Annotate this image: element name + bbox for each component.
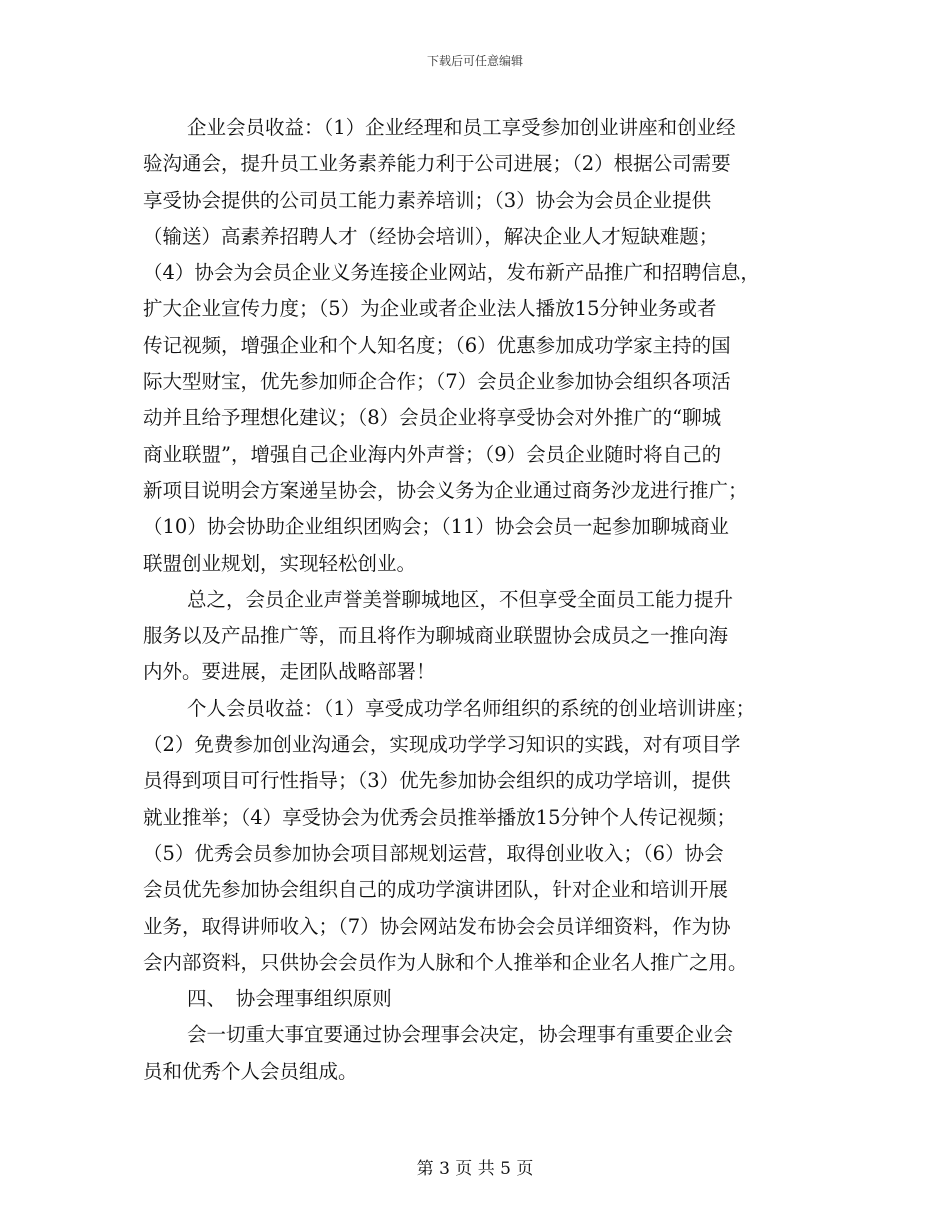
paragraph-line: 传记视频，增强企业和个人知名度；（6）优惠参加成功学家主持的国 bbox=[143, 333, 731, 357]
page-number-footer: 第 3 页 共 5 页 bbox=[416, 1159, 534, 1179]
paragraph-line: 企业会员收益：（1）企业经理和员工享受参加创业讲座和创业经 bbox=[187, 116, 736, 139]
paragraph-line: 动并且给予理想化建议；（8）会员企业将享受协会对外推广的“聊城 bbox=[143, 406, 722, 430]
section-heading: 四、 协会理事组织原则 bbox=[187, 987, 392, 1011]
paragraph-line: 会内部资料，只供协会会员作为人脉和个人推举和企业名人推广之用。 bbox=[143, 950, 748, 974]
paragraph-line: 验沟通会，提升员工业务素养能力利于公司进展；（2）根据公司需要 bbox=[143, 152, 731, 176]
paragraph-line: 内外。要进展，走团队战略部署！ bbox=[143, 660, 436, 684]
paragraph-line: （输送）高素养招聘人才（经协会培训），解决企业人才短缺难题； bbox=[143, 224, 719, 248]
paragraph-line: 总之，会员企业声誉美誉聊城地区，不但享受全面员工能力提升 bbox=[187, 587, 734, 611]
paragraph-line: （10）协会协助企业组织团购会；（11）协会会员一起参加聊城商业 bbox=[143, 515, 729, 539]
paragraph-line: 会一切重大事宜要通过协会理事会决定，协会理事有重要企业会 bbox=[187, 1023, 734, 1047]
paragraph-line: （4）协会为会员企业义务连接企业网站，发布新产品推广和招聘信息， bbox=[143, 261, 760, 285]
paragraph-line: 就业推举；（4）享受协会为优秀会员推举播放15分钟个人传记视频； bbox=[143, 805, 736, 829]
paragraph-line: 员和优秀个人会员组成。 bbox=[143, 1059, 358, 1083]
paragraph-line: （2）免费参加创业沟通会，实现成功学学习知识的实践，对有项目学 bbox=[143, 733, 741, 757]
paragraph-line: 员得到项目可行性指导；（3）优先参加协会组织的成功学培训，提供 bbox=[143, 769, 731, 793]
paragraph-line: 业务，取得讲师收入；（7）协会网站发布协会会员详细资料，作为协 bbox=[143, 914, 731, 938]
paragraph-line: 联盟创业规划，实现轻松创业。 bbox=[143, 551, 417, 575]
document-body bbox=[143, 110, 811, 1090]
paragraph-line: 享受协会提供的公司员工能力素养培训；（3）协会为会员企业提供 bbox=[143, 188, 712, 212]
paragraph-line: 商业联盟”，增强自己企业海内外声誉；（9）会员企业随时将自己的 bbox=[143, 442, 722, 466]
paragraph-line: 新项目说明会方案递呈协会，协会义务为企业通过商务沙龙进行推广； bbox=[143, 478, 748, 502]
paragraph-line: （5）优秀会员参加协会项目部规划运营，取得创业收入；（6）协会 bbox=[143, 841, 724, 865]
page-header: 下载后可任意编辑 bbox=[426, 54, 523, 68]
paragraph-line: 扩大企业宣传力度；（5）为企业或者企业法人播放15分钟业务或者 bbox=[143, 297, 717, 321]
paragraph-line: 际大型财宝，优先参加师企合作；（7）会员企业参加协会组织各项活 bbox=[143, 370, 731, 394]
paragraph-line: 个人会员收益：（1）享受成功学名师组织的系统的创业培训讲座； bbox=[187, 696, 756, 720]
paragraph-line: 会员优先参加协会组织自己的成功学演讲团队，针对企业和培训开展 bbox=[143, 878, 729, 902]
paragraph-line: 服务以及产品推广等，而且将作为聊城商业联盟协会成员之一推向海 bbox=[143, 624, 729, 648]
